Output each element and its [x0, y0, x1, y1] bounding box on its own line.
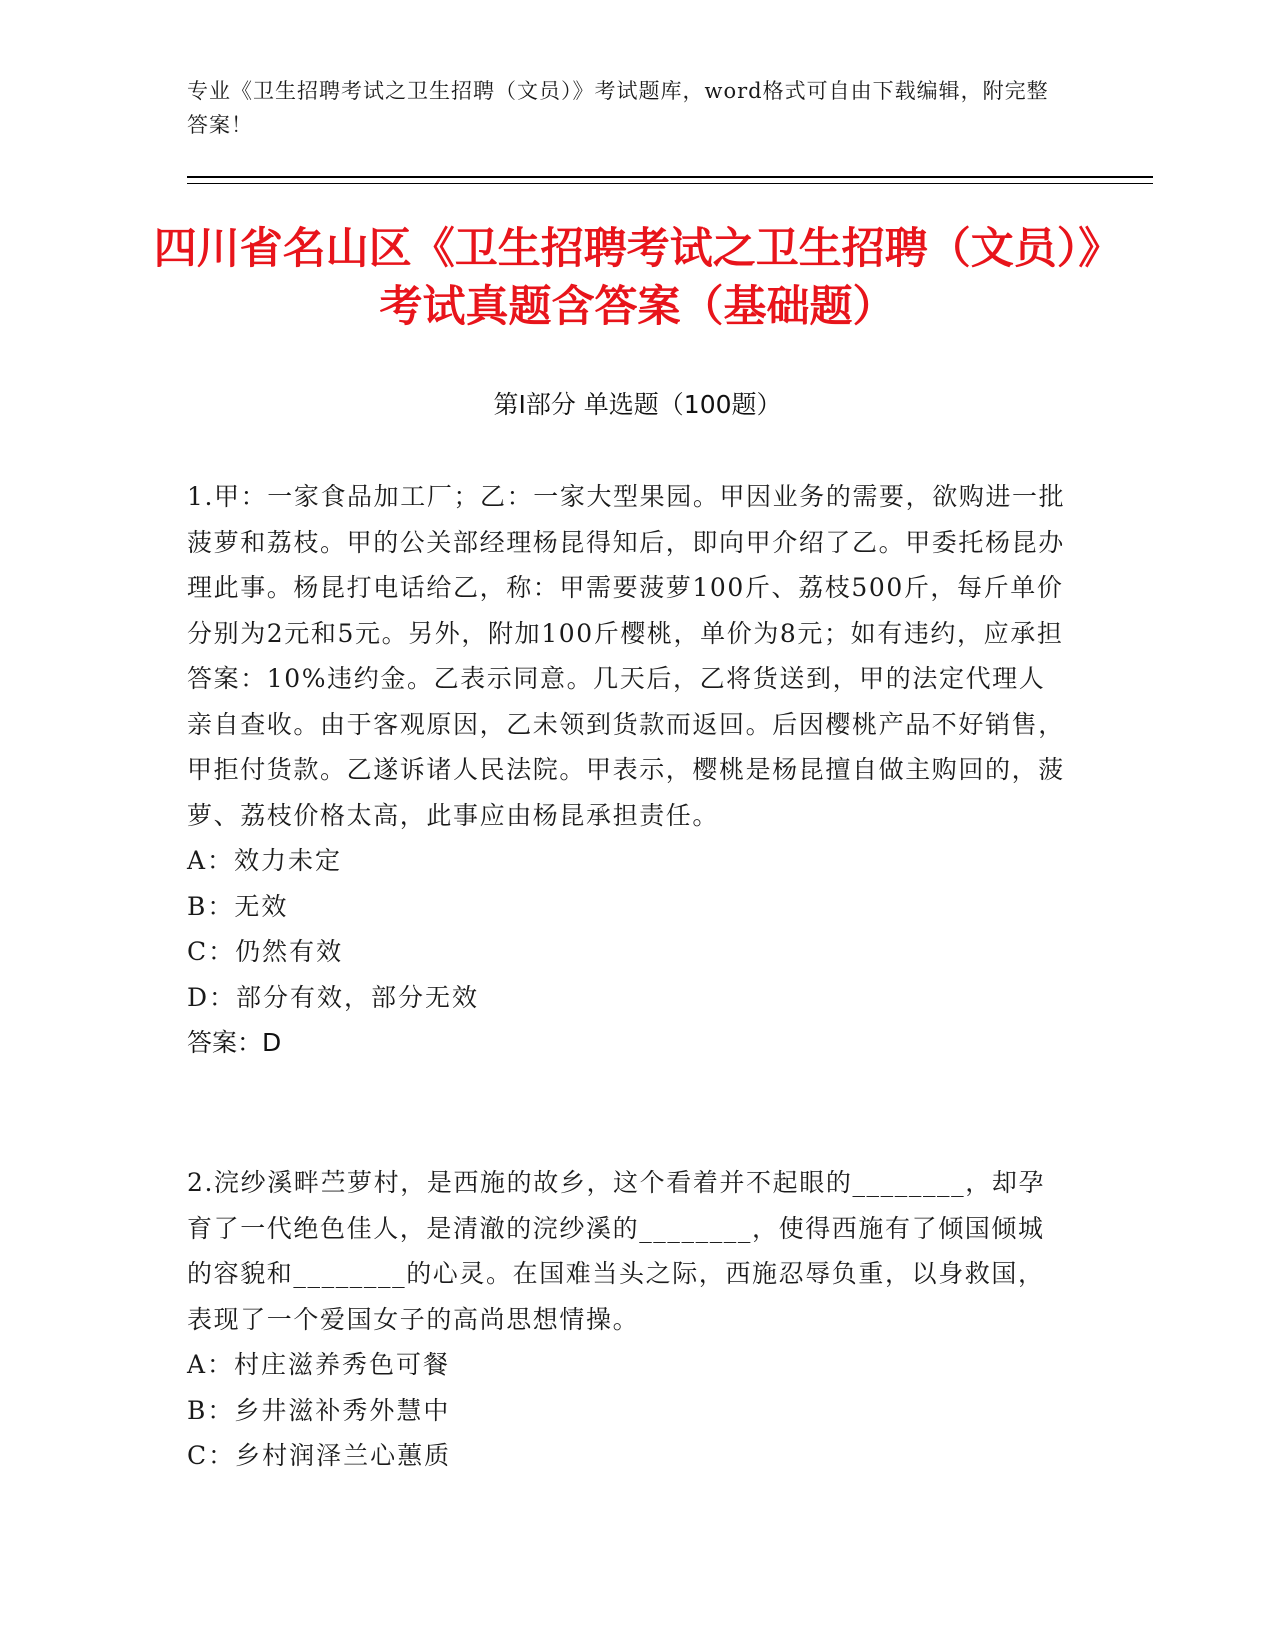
header-note: 专业《卫生招聘考试之卫生招聘（文员）》考试题库，word格式可自由下载编辑，附完整答案！: [187, 79, 1049, 137]
answer: 答案：D: [187, 1028, 282, 1057]
section-heading: 第Ⅰ部分 单选题（100题）: [493, 390, 782, 419]
option-a: A：效力未定: [187, 846, 343, 875]
question-stem: 1.甲：一家食品加工厂；乙：一家大型果园。甲因业务的需要，欲购进一批菠萝和荔枝。甲的公关部经理杨昆得知后，即向甲介绍了乙。甲委托杨昆办理此事。杨昆打电话给乙，称：甲需要菠萝100斤、荔枝500斤，每斤单价分别为2元和5元。另外，附加100斤樱桃，单价为8元；如有违约，应承担答案：10%违约金。乙表示同意。几天后，乙将货送到，甲的法定代理人亲自查收。由于客观原因，乙未领到货款而返回。后因樱桃产品不好销售，甲拒付货款。乙遂诉诸人民法院。甲表示，樱桃是杨昆擅自做主购回的，菠萝、荔枝价格太高，此事应由杨昆承担责任。: [187, 482, 1066, 830]
option-c: C：乡村润泽兰心蕙质: [187, 1441, 452, 1470]
option-b: B：乡井滋补秀外慧中: [187, 1395, 451, 1425]
question-2: [187, 1160, 1067, 1479]
option-c: C：仍然有效: [187, 937, 344, 966]
option-a: A：村庄滋养秀色可餐: [187, 1350, 451, 1379]
header-divider-thin: [187, 183, 1153, 184]
option-b: B：无效: [187, 891, 289, 921]
header-divider-thick: [187, 176, 1153, 178]
question-stem: 2.浣纱溪畔苎萝村，是西施的故乡，这个看着并不起眼的________，却孕育了一代绝色佳人，是清澈的浣纱溪的________，使得西施有了倾国倾城的容貌和________的心灵。在国难当头之际，西施忍辱负重，以身救国，表现了一个爱国女子的高尚思想情操。: [187, 1168, 1046, 1334]
document-title: 四川省名山区《卫生招聘考试之卫生招聘（文员）》考试真题含答案（基础题）: [153, 224, 1122, 332]
question-1: [187, 474, 1067, 1066]
option-d: D：部分有效，部分无效: [187, 982, 480, 1012]
